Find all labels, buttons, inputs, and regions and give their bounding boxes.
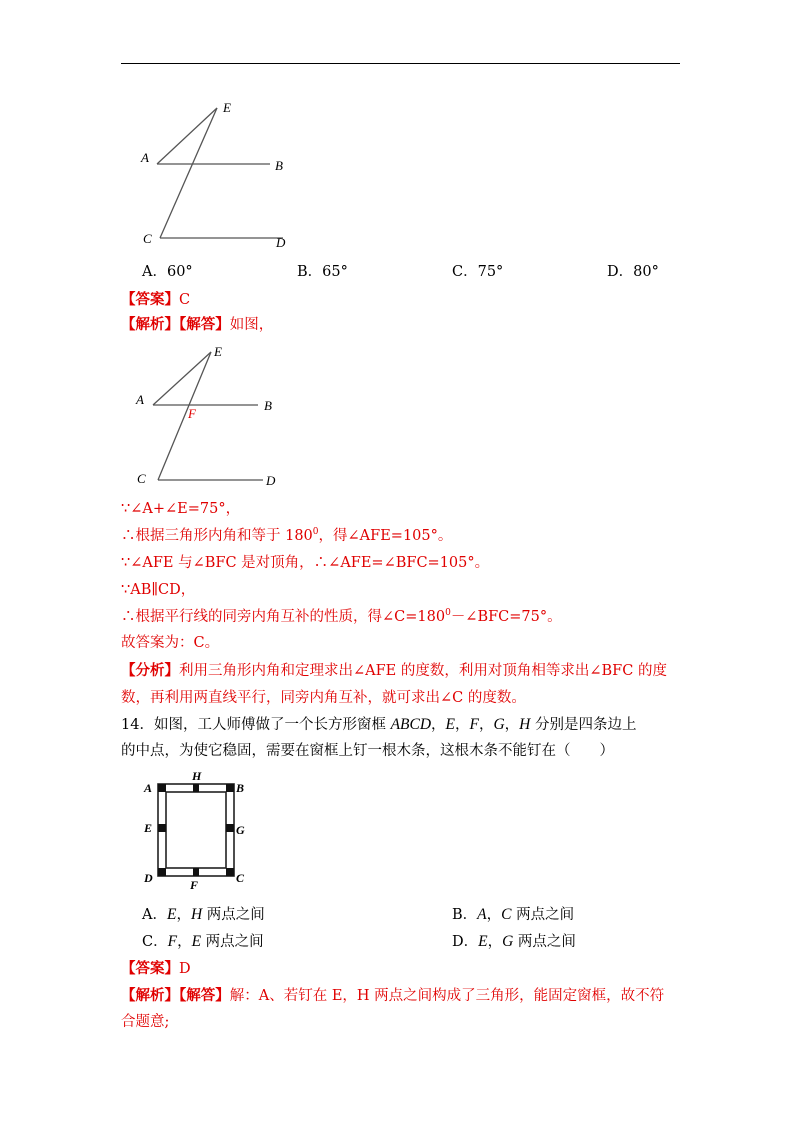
label-f: F [188,406,196,421]
figure-parallel-lines-2 [130,340,300,495]
option-d: D．80° [607,264,659,280]
solution-line-4: ∵AB∥CD， [121,582,196,598]
q14-option-a: A．E，H 两点之间 [142,906,265,923]
analysis-13: 【解析】【解答】如图， [121,316,274,333]
solution-line-5: ∴根据平行线的同旁内角互补的性质，得$\angle C=180^0-\angle BFC=75^\circ$。 [121,608,562,625]
label-b: B [236,781,245,795]
header-rule [121,63,680,64]
answer-13: 【答案】C [121,291,191,308]
solution-line-2: ∴根据三角形内角和等于 $180^0$，得∠AFE=105°。 [121,527,453,544]
label-g: G [236,823,245,837]
label-a: A [136,392,144,407]
label-b: B [275,158,283,173]
figure-parallel-lines-1 [130,98,300,258]
label-b: B [264,398,272,413]
option-c: C．75° [452,264,504,280]
solution-line-3: ∵∠AFE 与∠BFC 是对顶角，∴∠AFE=∠BFC=105°。 [121,555,490,571]
label-c: C [143,231,152,246]
label-c: C [137,471,146,486]
label-e: E [223,100,231,115]
label-a: A [141,150,149,165]
fenxi-line-1: 【分析】利用三角形内角和定理求出∠AFE 的度数，利用对顶角相等求出∠BFC 的度 [121,662,667,679]
label-h: H [192,769,202,783]
option-b: B．65° [297,264,348,280]
label-d: D [144,871,153,885]
analysis-14-line-2: 合题意; [121,1014,170,1030]
q14-option-b: B．A，C 两点之间 [452,906,575,923]
question-14-line-1: 14．如图，工人师傅做了一个长方形窗框 ABCD，E，F，G，H 分别是四条边上 [121,716,637,733]
label-d: D [276,235,286,250]
figure-window-frame [138,768,258,898]
label-c: C [236,871,245,885]
label-d: D [266,473,276,488]
label-f: F [190,878,199,892]
q14-option-c: C．F，E 两点之间 [142,933,264,950]
answer-14: 【答案】D [121,960,191,977]
question-14-line-2: 的中点，为使它稳固，需要在窗框上钉一根木条，这根木条不能钉在（ ） [121,743,614,759]
label-e: E [144,821,153,835]
fenxi-line-2: 数，再利用两直线平行，同旁内角互补，就可求出∠C 的度数。 [121,690,526,706]
label-a: A [144,781,153,795]
q14-option-d: D．E，G 两点之间 [452,933,576,950]
solution-line-6: 故答案为：C。 [121,635,220,651]
label-e: E [214,344,222,359]
option-a: A．60° [142,264,193,280]
analysis-14-line-1: 【解析】【解答】解：A、若钉在 E，H 两点之间构成了三角形，能固定窗框，故不符 [121,987,665,1004]
solution-line-1: ∵∠A+∠E=75°， [121,501,241,517]
